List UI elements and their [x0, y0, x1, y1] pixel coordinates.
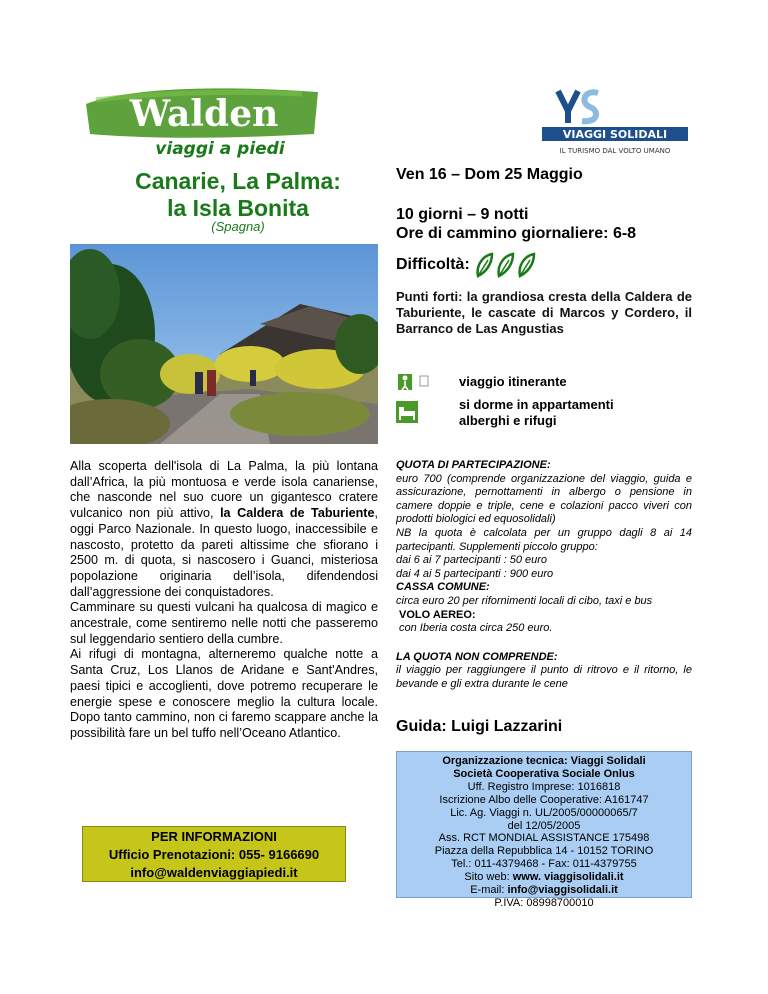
description-paragraph-3: Ai rifugi di montagna, alterneremo qualche notte a Santa Cruz, Los Llanos de Aridane e Sant'Andres, paesi tipici e accoglienti, dove potremo recuperare le energie spese e conoscere meglio la cultura locale. Dopo tanto cammino, non ci faremo scappare anche la possibilità fare un bel tuffo nell’Oceano Atlantico.: [70, 647, 378, 740]
org-vat: P.IVA: 08998700010: [494, 896, 594, 909]
trip-dates: Ven 16 – Dom 25 Maggio: [396, 166, 583, 183]
walking-trip-icon: [396, 372, 430, 396]
difficulty-leaf-icons: [474, 252, 536, 278]
cassa-text: circa euro 20 per rifornimenti locali di cibo, taxi e bus: [396, 594, 653, 607]
trip-title: [98, 168, 378, 222]
feature-lodging-line2: alberghi e rifugi: [459, 413, 557, 428]
trip-strengths: Punti forti: la grandiosa cresta della Caldera de Taburiente, le cascate di Marcos y Cordero, il Barranco de Las Angustias: [396, 289, 692, 336]
price-text: euro 700 (comprende organizzazione del viaggio, guida e assicurazione, pernottamenti in albergo o pensione in camere doppie e triple, cene e colazioni pacco viveri con prodotti biologici ed equosolidali): [396, 472, 692, 526]
landscape-photo: [70, 244, 378, 444]
flight-text: con Iberia costa circa 250 euro.: [399, 622, 553, 635]
trip-title-line2: la Isla Bonita: [167, 195, 309, 221]
description-paragraph-2: Camminare su questi vulcani ha qualcosa di magico e ancestrale, come sentiremo nelle notti che passeremo sul leggendario sentiero della cumbre.: [70, 600, 378, 646]
trip-duration: [396, 205, 636, 243]
walden-logo-graphic: [82, 82, 322, 162]
walden-logo: [82, 82, 322, 162]
cassa-heading: CASSA COMUNE:: [396, 581, 490, 594]
price-note: NB la quota è calcolata per un gruppo dagli 8 ai 14 partecipanti. Supplementi piccolo gruppo:: [396, 526, 692, 553]
price-supplement-2: dai 4 ai 5 partecipanti : 900 euro: [396, 567, 554, 580]
org-line-7: Ass. RCT MONDIAL ASSISTANCE 175498: [438, 832, 650, 845]
excluded-heading: LA QUOTA NON COMPRENDE:: [396, 650, 558, 663]
caldera-highlight: la Caldera de Taburiente: [220, 506, 375, 521]
booking-info-box: [82, 826, 346, 882]
org-website-link[interactable]: www. viaggisolidali.it: [512, 871, 624, 884]
feature-itinerant-text: viaggio itinerante: [459, 374, 567, 389]
org-email: E-mail: info@viaggisolidali.it: [470, 884, 618, 897]
feature-itinerant: [396, 372, 692, 392]
org-email-link[interactable]: info@viaggisolidali.it: [507, 884, 618, 897]
excluded-text: il viaggio per raggiungere il punto di ritrovo e il ritorno, le bevande e gli extra durante le cene: [396, 664, 692, 690]
viaggi-solidali-logo-graphic: [540, 85, 690, 157]
trip-walking-hours: Ore di cammino giornaliere: 6-8: [396, 225, 637, 242]
org-line-6: del 12/05/2005: [507, 819, 581, 832]
trip-duration-days: 10 giorni – 9 notti: [396, 206, 529, 223]
org-website: Sito web: www. viaggisolidali.it: [464, 871, 624, 884]
walden-logo-title: Walden: [129, 93, 279, 135]
viaggi-solidali-logo-tagline: IL TURISMO DAL VOLTO UMANO: [559, 147, 671, 155]
org-line-1: Organizzazione tecnica: Viaggi Solidali: [442, 755, 646, 767]
org-line-4: Iscrizione Albo delle Cooperative: A161747: [439, 793, 649, 806]
org-line-9: Tel.: 011-4379468 - Fax: 011-4379755: [451, 858, 637, 871]
org-line-2: Società Cooperativa Sociale Onlus: [453, 767, 635, 780]
price-section: [396, 459, 692, 692]
booking-info-heading: PER INFORMAZIONI: [151, 829, 277, 844]
leaf-icon: [474, 252, 494, 278]
org-line-3: Uff. Registro Imprese: 1016818: [467, 780, 621, 793]
trip-country: (Spagna): [211, 219, 265, 234]
trip-title-line1: Canarie, La Palma:: [135, 168, 341, 194]
booking-phone: Ufficio Prenotazioni: 055- 9166690: [108, 847, 320, 862]
walden-logo-tagline: viaggi a piedi: [155, 139, 285, 159]
viaggi-solidali-logo: [540, 85, 690, 157]
price-supplement-1: dai 6 ai 7 partecipanti : 50 euro: [396, 554, 548, 567]
landscape-photo-graphic: [70, 244, 378, 444]
flight-heading: VOLO AEREO:: [399, 608, 476, 621]
trip-description: [70, 459, 378, 742]
viaggi-solidali-logo-name: VIAGGI SOLIDALI: [562, 128, 668, 141]
feature-lodging-line1: si dorme in appartamenti: [459, 397, 614, 412]
org-line-8: Piazza della Repubblica 14 - 10152 TORINO: [434, 845, 654, 858]
feature-lodging: [396, 397, 692, 431]
guide-name: Guida: Luigi Lazzarini: [396, 718, 563, 735]
difficulty-label: Difficoltà:: [396, 256, 470, 273]
booking-email: info@waldenviaggiapiedi.it: [130, 865, 298, 880]
description-paragraph-1: Alla scoperta dell'isola di La Palma, la più lontana dall’Africa, la più montuosa e verde isola canariense, che nasconde nel suo cuore un gigantesco cratere vulcanico non più attivo, la Caldera de Taburiente, oggi Parco Nazionale. In questo luogo, inaccessibile e nascosto, protetto da pareti altissime che sfiorano i 2500 m. di quota, si nascosero i Guanci, misteriosa popolazione originaria dell’isola, difendendosi dall’aggressione dei conquistadores.: [70, 459, 379, 599]
leaf-icon: [516, 252, 536, 278]
difficulty-row: [396, 252, 536, 278]
bed-icon: [396, 401, 418, 427]
price-heading: QUOTA DI PARTECIPAZIONE:: [396, 459, 551, 471]
leaf-icon: [495, 252, 515, 278]
organization-box: [396, 751, 692, 909]
feature-lodging-text: [459, 397, 614, 429]
org-line-5: Lic. Ag. Viaggi n. UL/2005/00000065/7: [450, 806, 638, 819]
